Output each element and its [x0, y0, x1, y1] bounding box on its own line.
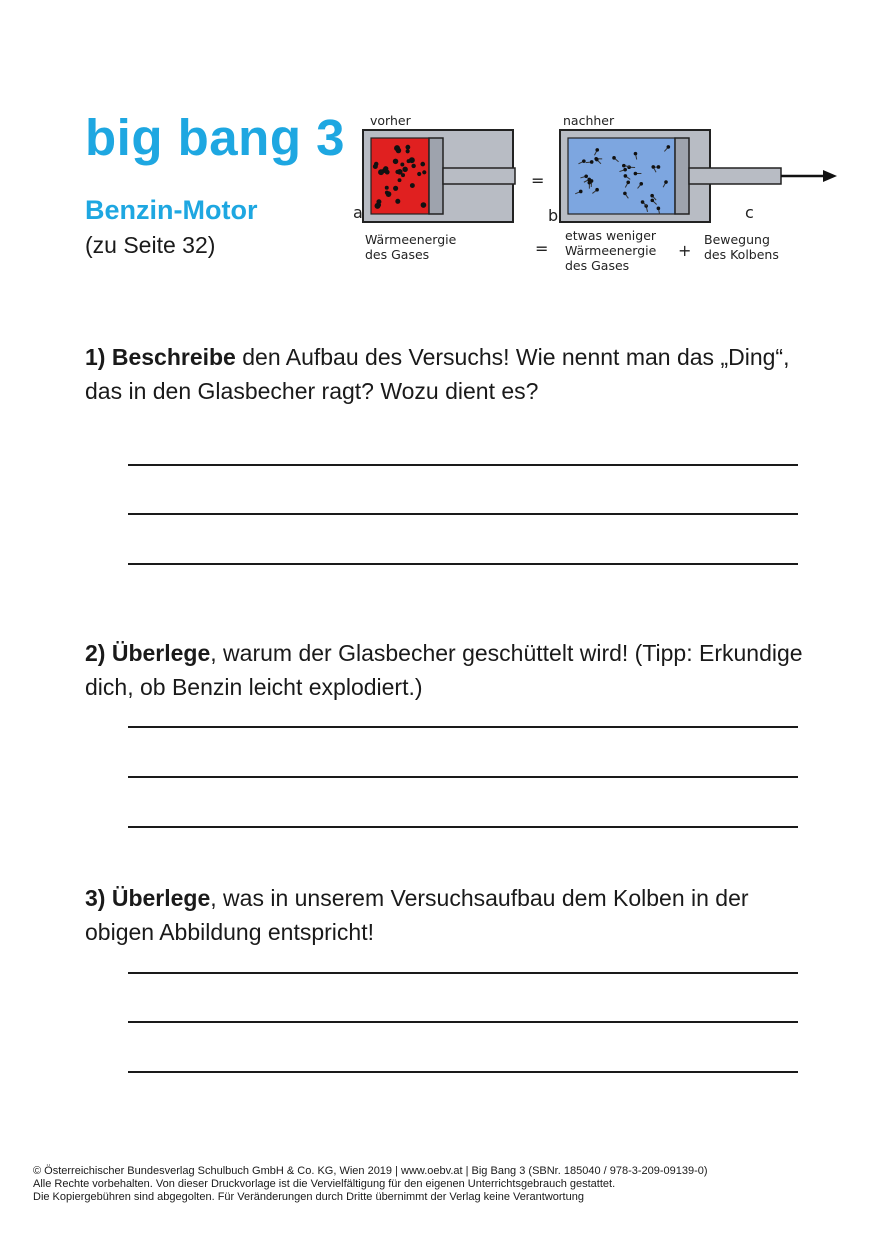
- piston-rod-after: [689, 168, 781, 184]
- molecule-hot: [420, 162, 425, 167]
- molecule-hot: [400, 162, 404, 166]
- answer-line-2c[interactable]: [128, 826, 798, 828]
- answer-line-3a[interactable]: [128, 972, 798, 974]
- cylinder-after: [560, 130, 837, 222]
- plus-sign: +: [678, 241, 692, 260]
- label-before: vorher: [370, 113, 411, 128]
- molecule-hot: [393, 159, 398, 164]
- brand-title: big bang 3: [85, 109, 345, 166]
- molecule-hot: [383, 166, 388, 171]
- footer-line-1: © Österreichischer Bundesverlag Schulbuch GmbH & Co. KG, Wien 2019 | www.oebv.at | Big Bang 3 (SBNr. 185040 / 978-3-209-09139-0): [33, 1165, 708, 1177]
- molecule-cool: [595, 158, 599, 162]
- answer-line-3c[interactable]: [128, 1071, 798, 1073]
- molecule-cool: [582, 159, 586, 163]
- cool-gas-chamber: [568, 138, 675, 214]
- molecule-cool: [641, 200, 645, 204]
- molecule-hot: [422, 170, 426, 174]
- caption-a-line1: Wärmeenergie: [365, 232, 457, 247]
- question-3: [85, 881, 805, 949]
- molecule-cool: [626, 181, 630, 185]
- molecule-hot: [402, 167, 407, 172]
- copyright-footer: [33, 1165, 708, 1204]
- question-3-lead: 3) Überlege: [85, 885, 211, 911]
- molecule-cool: [590, 160, 594, 164]
- molecule-hot: [410, 183, 415, 188]
- molecule-cool: [639, 182, 643, 186]
- molecule-cool: [634, 152, 638, 156]
- molecule-hot: [405, 145, 410, 150]
- molecule-cool: [651, 165, 655, 169]
- answer-line-2a[interactable]: [128, 726, 798, 728]
- caption-c-line1: Bewegung: [704, 232, 770, 247]
- answer-line-2b[interactable]: [128, 776, 798, 778]
- molecule-cool: [612, 156, 616, 160]
- molecule-hot: [409, 157, 415, 163]
- piston-after: [675, 138, 689, 214]
- molecule-hot: [386, 191, 392, 197]
- molecule-cool: [579, 190, 583, 194]
- molecule-hot: [398, 178, 402, 182]
- footer-line-3: Die Kopiergebühren sind abgegolten. Für Veränderungen durch Dritte übernimmt der Verlag keine Verantwortung: [33, 1191, 584, 1203]
- molecule-cool: [634, 172, 638, 176]
- label-after: nachher: [563, 113, 615, 128]
- molecule-hot: [395, 170, 399, 174]
- molecule-hot: [406, 149, 410, 153]
- question-1-text: den Aufbau des Versuchs! Wie nennt man das „Ding“, das in den Glasbecher ragt? Wozu dient es?: [85, 344, 790, 404]
- page-reference: (zu Seite 32): [85, 232, 216, 258]
- label-b: b: [548, 206, 559, 225]
- question-2-text: , warum der Glasbecher geschüttelt wird! (Tipp: Erkundige dich, ob Benzin leicht explodiert.): [85, 640, 803, 700]
- equals-sign-bottom: =: [535, 239, 549, 258]
- molecule-hot: [411, 164, 415, 168]
- answer-line-1b[interactable]: [128, 513, 798, 515]
- molecule-cool: [595, 148, 599, 152]
- caption-a-line2: des Gases: [365, 247, 430, 262]
- question-1-lead: 1) Beschreibe: [85, 344, 236, 370]
- molecule-cool: [622, 164, 626, 168]
- molecule-cool: [667, 145, 671, 149]
- answer-line-1a[interactable]: [128, 464, 798, 466]
- molecule-hot: [373, 164, 378, 169]
- cylinder-before: [363, 130, 515, 222]
- piston-rod-before: [443, 168, 515, 184]
- molecule-cool: [590, 179, 594, 183]
- label-c: c: [745, 203, 754, 222]
- caption-b-line1: etwas weniger: [565, 228, 657, 243]
- footer-line-2: Alle Rechte vorbehalten. Von dieser Druckvorlage ist die Vervielfältigung für den eigenen Unterrichtsgebrauch gestattet.: [33, 1178, 616, 1190]
- caption-b-line3: des Gases: [565, 258, 630, 273]
- question-2: [85, 636, 805, 704]
- molecule-cool: [650, 194, 654, 198]
- molecule-hot: [393, 186, 398, 191]
- equals-sign-top: =: [531, 171, 545, 190]
- molecule-hot: [377, 203, 381, 207]
- label-a: a: [353, 203, 363, 222]
- molecule-cool: [623, 192, 627, 196]
- molecule-hot: [421, 202, 427, 208]
- engine-diagram: [345, 108, 845, 283]
- question-2-lead: 2) Überlege: [85, 640, 211, 666]
- piston-before: [429, 138, 443, 214]
- molecule-cool: [650, 199, 654, 203]
- molecule-hot: [385, 186, 389, 190]
- molecule-cool: [657, 165, 661, 169]
- molecule-hot: [417, 172, 421, 176]
- molecule-cool: [624, 174, 628, 178]
- molecule-cool: [664, 180, 668, 184]
- worksheet-subtitle: Benzin-Motor: [85, 195, 258, 225]
- molecule-hot: [395, 199, 400, 204]
- molecule-cool: [584, 174, 588, 178]
- caption-b-line2: Wärmeenergie: [565, 243, 657, 258]
- molecule-cool: [657, 207, 661, 211]
- molecule-cool: [595, 188, 599, 192]
- caption-c-line2: des Kolbens: [704, 247, 779, 262]
- molecule-hot: [396, 148, 402, 154]
- answer-line-1c[interactable]: [128, 563, 798, 565]
- molecule-cool: [623, 168, 627, 172]
- question-3-text: , was in unserem Versuchsaufbau dem Kolben in der obigen Abbildung entspricht!: [85, 885, 749, 945]
- question-1: [85, 340, 805, 408]
- answer-line-3b[interactable]: [128, 1021, 798, 1023]
